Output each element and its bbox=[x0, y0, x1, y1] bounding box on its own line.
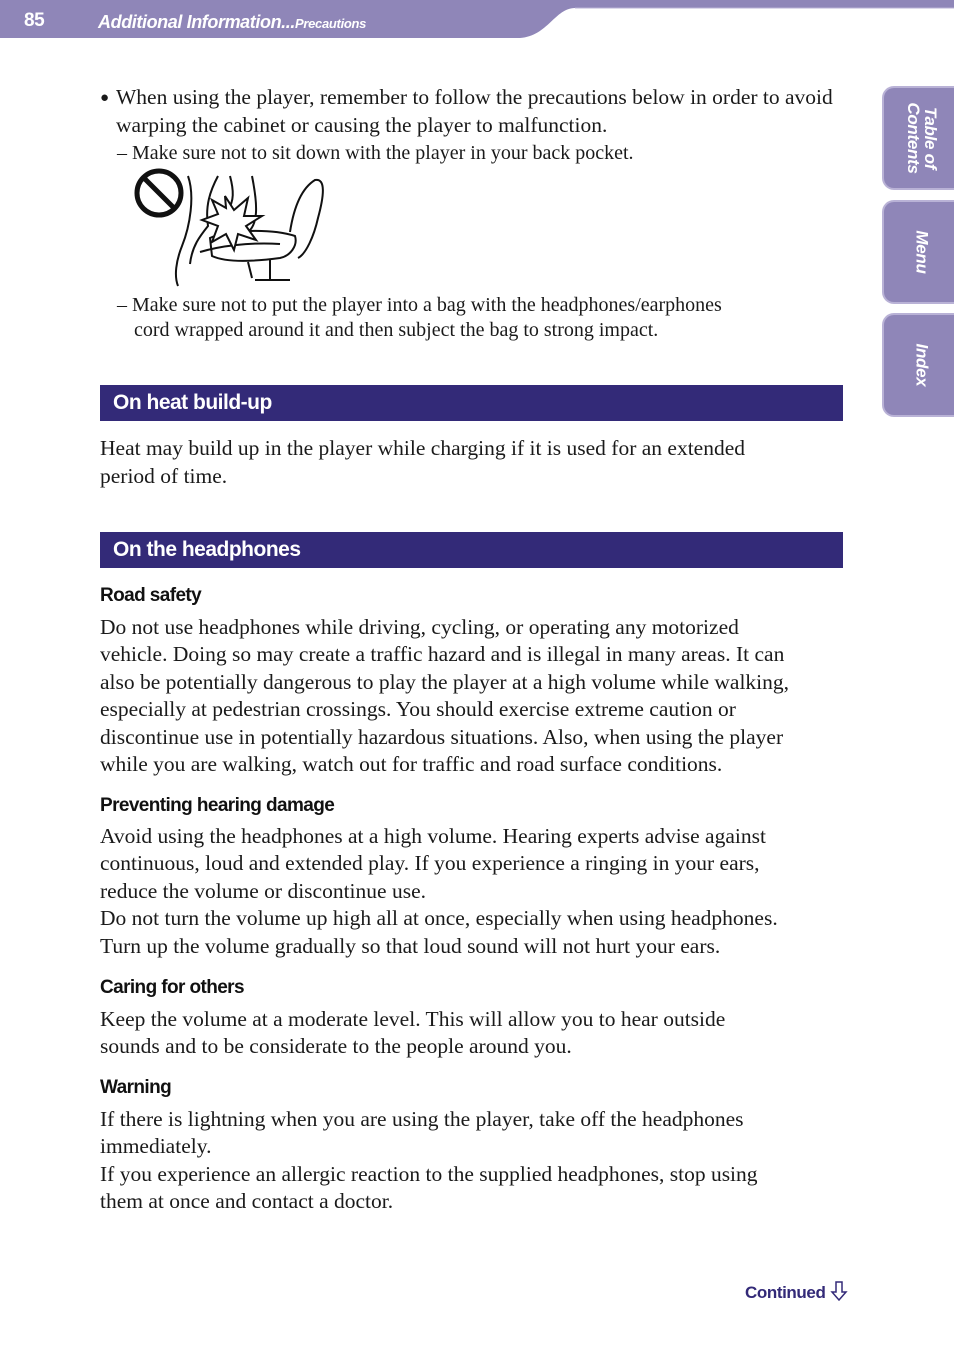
continued-label: Continued bbox=[745, 1283, 826, 1302]
intro-item-2-line-1: – Make sure not to put the player into a bag with the headphones/earphones bbox=[117, 294, 722, 316]
paragraph-line: continuous, loud and extended play. If you experience a ringing in your ears, bbox=[100, 851, 760, 876]
page-number: 85 bbox=[24, 10, 45, 31]
section-heading-headphones: On the headphones bbox=[100, 532, 843, 568]
subheading-warning: Warning bbox=[100, 1077, 172, 1098]
paragraph-line: immediately. bbox=[100, 1134, 212, 1159]
page-header bbox=[0, 0, 954, 40]
tab-toc-label: Table of Contents bbox=[904, 102, 940, 174]
subheading-caring-for-others: Caring for others bbox=[100, 977, 244, 998]
breadcrumb bbox=[98, 12, 366, 33]
heat-line-2: period of time. bbox=[100, 464, 228, 488]
section-heading-heat: On heat build-up bbox=[100, 385, 843, 421]
paragraph-line: especially at pedestrian crossings. You should exercise extreme caution or bbox=[100, 697, 736, 722]
paragraph-line: reduce the volume or discontinue use. bbox=[100, 878, 426, 903]
heat-line-1: Heat may build up in the player while charging if it is used for an extended bbox=[100, 436, 746, 460]
tab-menu-label: Menu bbox=[912, 230, 932, 274]
tab-menu[interactable] bbox=[882, 200, 954, 304]
arrow-down-icon bbox=[830, 1281, 848, 1301]
paragraph-line: also be potentially dangerous to play the player at a high volume while walking, bbox=[100, 669, 790, 694]
tab-index-label: Index bbox=[912, 343, 932, 387]
paragraph-line: Do not use headphones while driving, cycling, or operating any motorized bbox=[100, 615, 739, 639]
paragraph-line: them at once and contact a doctor. bbox=[100, 1189, 394, 1214]
paragraph-line: Keep the volume at a moderate level. This will allow you to hear outside bbox=[100, 1007, 726, 1031]
paragraph-line: discontinue use in potentially hazardous situations. Also, when using the player bbox=[100, 724, 784, 749]
bullet-icon: ● bbox=[100, 90, 110, 106]
subheading-road-safety: Road safety bbox=[100, 585, 202, 606]
subheading-hearing-damage: Preventing hearing damage bbox=[100, 795, 335, 816]
continued-link[interactable] bbox=[745, 1281, 848, 1303]
paragraph-line: Turn up the volume gradually so that loud sound will not hurt your ears. bbox=[100, 933, 721, 958]
intro-bullet-text: When using the player, remember to follow the precautions below in order to avoid warping the cabinet or causing the player to malfunction. bbox=[116, 85, 833, 137]
tab-index[interactable] bbox=[882, 313, 954, 417]
breadcrumb-page: Precautions bbox=[294, 16, 367, 31]
paragraph-line: Do not turn the volume up high all at once, especially when using headphones. bbox=[100, 906, 778, 931]
paragraph-line: while you are walking, watch out for traffic and road surface conditions. bbox=[100, 752, 723, 776]
paragraph-line: Avoid using the headphones at a high volume. Hearing experts advise against bbox=[100, 824, 766, 848]
breadcrumb-section: Additional Information... bbox=[98, 12, 295, 32]
intro-item-2-line-2: cord wrapped around it and then subject the bag to strong impact. bbox=[134, 319, 659, 341]
sitting-prohibited-illustration bbox=[130, 166, 330, 288]
paragraph-line: vehicle. Doing so may create a traffic hazard and is illegal in many areas. It can bbox=[100, 642, 785, 667]
intro-item-1: – Make sure not to sit down with the player in your back pocket. bbox=[117, 142, 634, 164]
paragraph-line: If you experience an allergic reaction to the supplied headphones, stop using bbox=[100, 1161, 758, 1186]
paragraph-line: If there is lightning when you are using the player, take off the headphones bbox=[100, 1107, 744, 1131]
paragraph-line: sounds and to be considerate to the people around you. bbox=[100, 1034, 572, 1059]
tab-table-of-contents[interactable] bbox=[882, 86, 954, 190]
